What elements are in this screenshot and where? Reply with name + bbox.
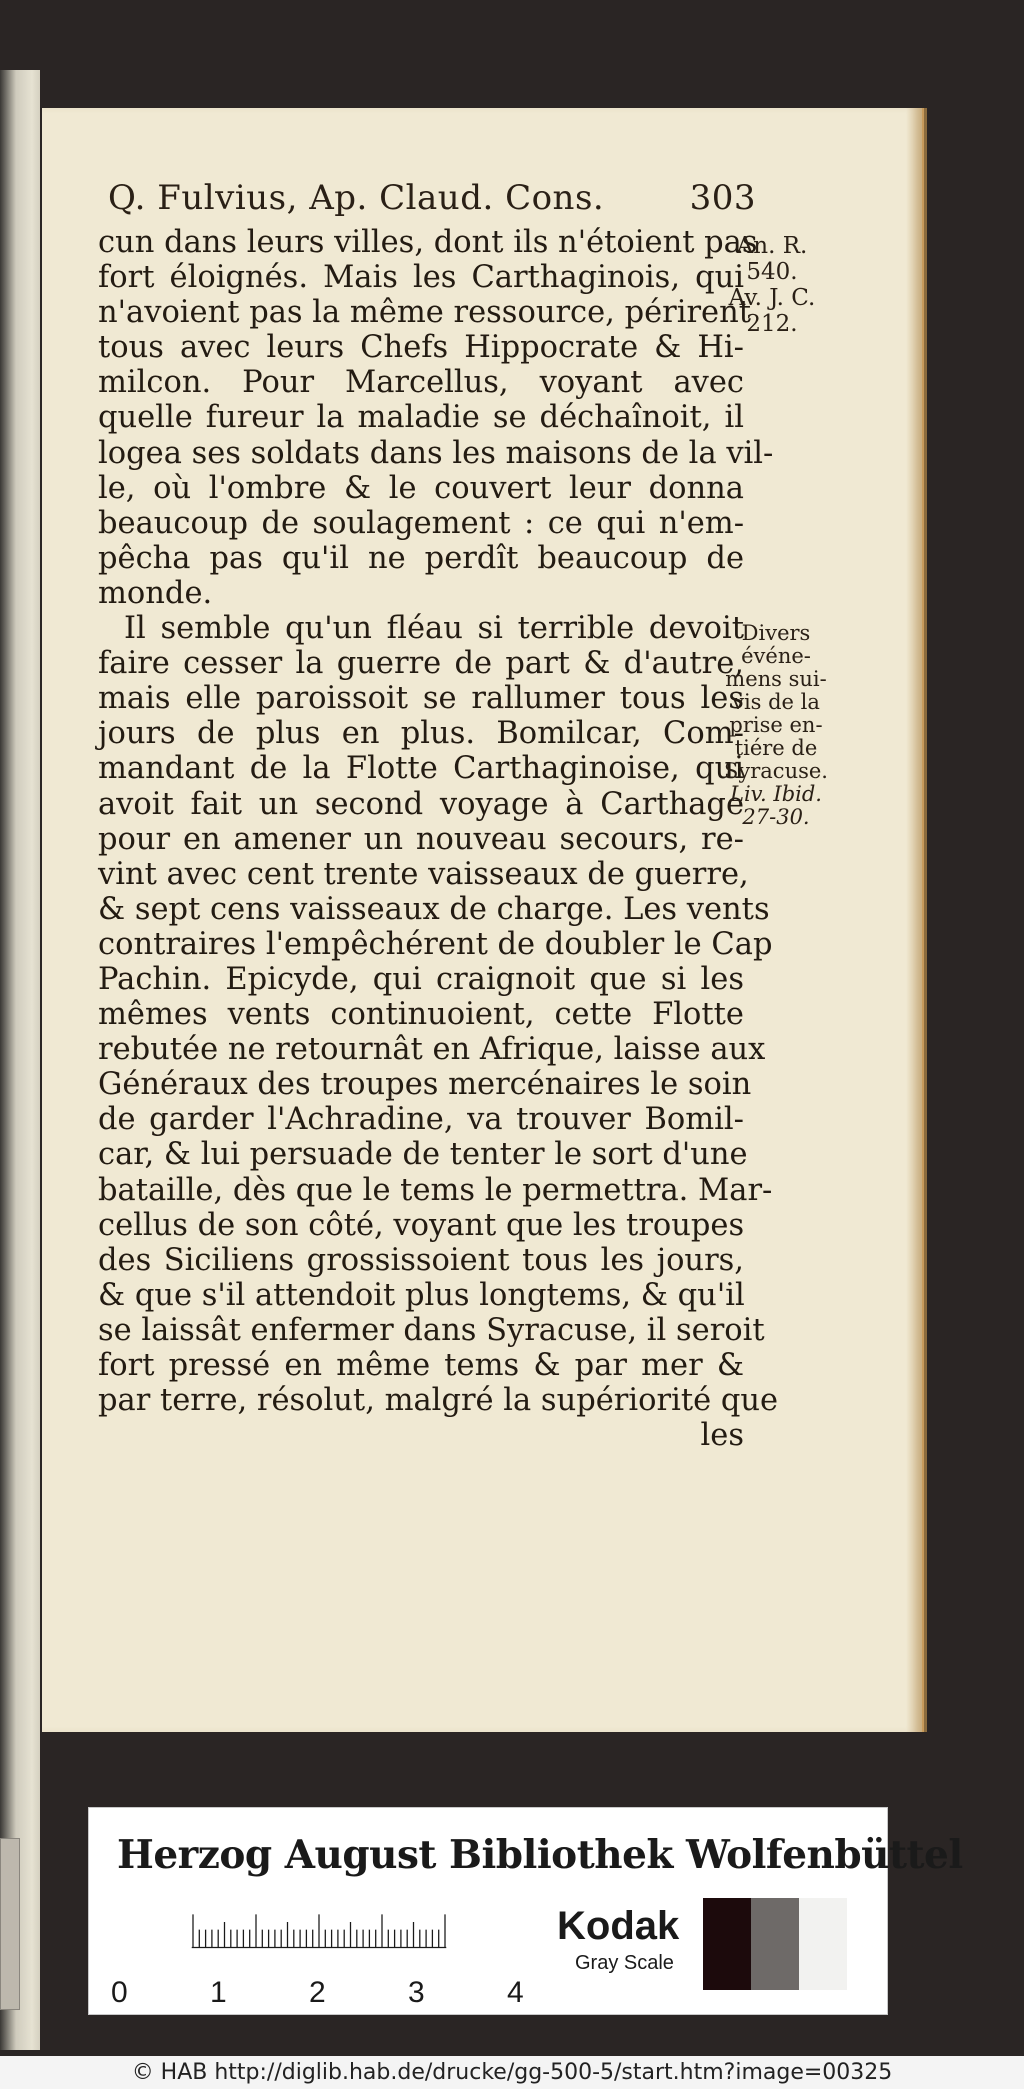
ruler-number: 3 bbox=[408, 1976, 425, 2009]
text-line: & sept cens vaisseaux de charge. Les vents bbox=[98, 891, 770, 927]
margin-note-line: Syracuse. bbox=[724, 759, 828, 783]
running-header bbox=[108, 178, 756, 230]
margin-note-line: Av. J. C. bbox=[728, 285, 816, 311]
text-line: Pachin. Epicyde, qui craignoit que si les bbox=[98, 961, 744, 997]
text-line: pêcha pas qu'il ne perdît beaucoup de bbox=[98, 540, 744, 576]
gray-swatch bbox=[799, 1898, 847, 1990]
text-line: le, où l'ombre & le couvert leur donna bbox=[98, 470, 744, 506]
text-line: & que s'il attendoit plus longtems, & qu'il bbox=[98, 1277, 745, 1313]
ruler-number: 4 bbox=[507, 1976, 524, 2009]
gray-scale-label: Gray Scale bbox=[575, 1952, 674, 1974]
margin-note-line: tiére de bbox=[734, 736, 818, 760]
text-line: faire cesser la guerre de part & d'autre, bbox=[98, 646, 744, 682]
margin-note-line: vis de la bbox=[732, 690, 820, 714]
library-name: Herzog August Bibliothek Wolfenbüttel bbox=[117, 1832, 963, 1878]
text-line: rebutée ne retournât en Afrique, laisse aux bbox=[98, 1032, 766, 1068]
text-line: pour en amener un nouveau secours, re- bbox=[98, 821, 744, 857]
text-line: vint avec cent trente vaisseaux de guerre, bbox=[98, 856, 749, 892]
text-line: cellus de son côté, voyant que les troupes bbox=[98, 1207, 745, 1243]
text-line: fort éloignés. Mais les Carthaginois, qui bbox=[98, 260, 744, 296]
margin-note-line: Liv. Ibid. bbox=[730, 782, 822, 806]
text-line: beaucoup de soulagement : ce qui n'em- bbox=[98, 505, 744, 541]
kodak-logo: Kodak bbox=[557, 1904, 680, 1948]
text-line: cun dans leurs villes, dont ils n'étoient pas bbox=[98, 225, 758, 260]
text-line: Il semble qu'un fléau si terrible devoit bbox=[124, 611, 744, 647]
ruler-number: 0 bbox=[111, 1976, 128, 2009]
margin-note-line: An. R. bbox=[736, 233, 808, 259]
text-line: jours de plus en plus. Bomilcar, Com- bbox=[98, 716, 744, 752]
margin-note-topic bbox=[710, 622, 842, 829]
margin-note-line: 27-30. bbox=[742, 805, 810, 829]
scale-ruler bbox=[119, 1908, 519, 1978]
text-line: des Siciliens grossissoient tous les jours, bbox=[98, 1242, 744, 1278]
text-line: tous avec leurs Chefs Hippocrate & Hi- bbox=[98, 330, 744, 366]
text-line: de garder l'Achradine, va trouver Bomil- bbox=[98, 1102, 744, 1138]
text-line: fort pressé en même tems & par mer & bbox=[98, 1348, 744, 1383]
ruler-number: 1 bbox=[210, 1976, 227, 2009]
gray-swatch bbox=[703, 1898, 751, 1990]
ruler-number: 2 bbox=[309, 1976, 326, 2009]
page-number: 303 bbox=[689, 178, 756, 218]
text-line: les bbox=[700, 1418, 744, 1454]
text-line: milcon. Pour Marcellus, voyant avec bbox=[98, 365, 744, 401]
page-edge-shadow bbox=[906, 108, 922, 1732]
running-title: Q. Fulvius, Ap. Claud. Cons. bbox=[108, 178, 605, 218]
margin-note-line: 212. bbox=[746, 311, 798, 337]
text-line: Généraux des troupes mercénaires le soin bbox=[98, 1067, 752, 1103]
margin-note-line: Divers bbox=[741, 621, 811, 645]
text-line: par terre, résolut, malgré la supériorité que bbox=[98, 1383, 779, 1419]
gray-swatch bbox=[751, 1898, 799, 1990]
margin-note-line: événe- bbox=[741, 644, 811, 668]
copyright-footer: © HAB http://diglib.hab.de/drucke/gg-500-5/start.htm?image=00325 bbox=[0, 2056, 1024, 2089]
text-line: logea ses soldats dans les maisons de la vil- bbox=[98, 435, 774, 471]
text-line: n'avoient pas la même ressource, périrent bbox=[98, 295, 752, 331]
margin-note-line: mens sui- bbox=[725, 667, 827, 691]
text-line: mais elle paroissoit se rallumer tous les bbox=[98, 681, 744, 717]
margin-note-line: prise en- bbox=[729, 713, 823, 737]
book-page bbox=[42, 108, 922, 1732]
library-color-card bbox=[88, 1807, 963, 2015]
text-line: mêmes vents continuoient, cette Flotte bbox=[98, 997, 744, 1033]
page-tab bbox=[0, 1838, 20, 2010]
text-line: se laissât enfermer dans Syracuse, il seroit bbox=[98, 1312, 765, 1348]
text-line: car, & lui persuade de tenter le sort d'une bbox=[98, 1137, 748, 1173]
text-line: bataille, dès que le tems le permettra. Mar- bbox=[98, 1172, 773, 1208]
text-line: mandant de la Flotte Carthaginoise, qui bbox=[98, 751, 744, 787]
text-line: avoit fait un second voyage à Carthage bbox=[98, 786, 744, 822]
text-line: quelle fureur la maladie se déchaînoit, il bbox=[98, 400, 744, 436]
text-line: contraires l'empêchérent de doubler le Cap bbox=[98, 926, 773, 962]
margin-note-year bbox=[712, 233, 832, 337]
margin-note-line: 540. bbox=[746, 259, 798, 285]
adjacent-page-edge bbox=[0, 70, 40, 2050]
text-line: monde. bbox=[98, 575, 213, 611]
